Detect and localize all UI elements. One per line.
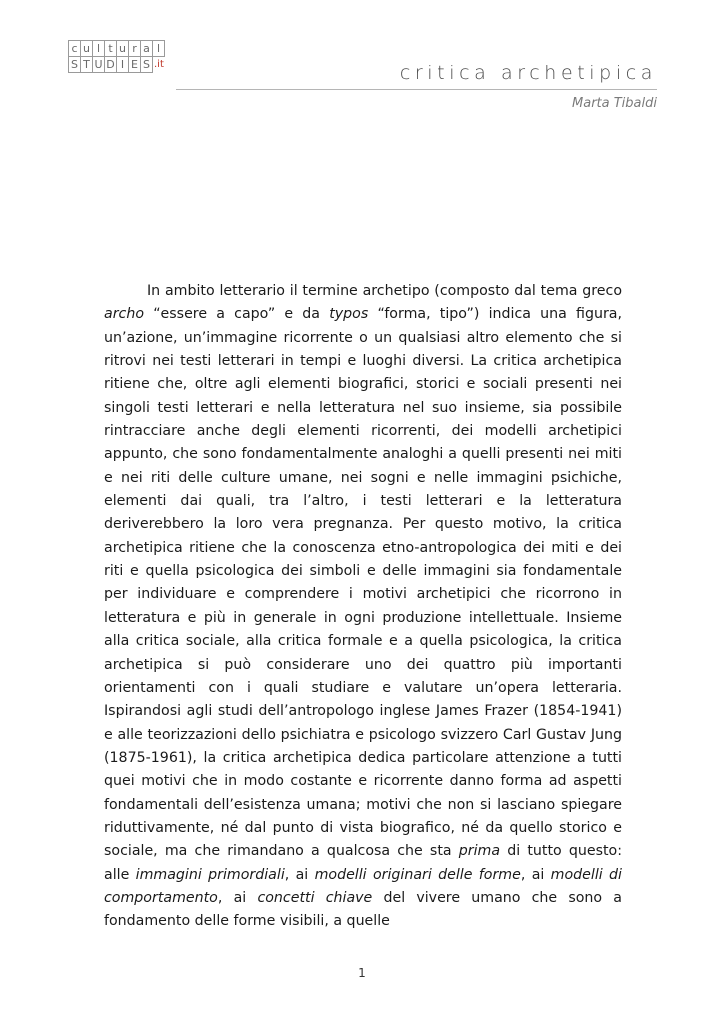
text-segment-italic: prima — [458, 843, 501, 860]
text-segment: , ai — [520, 866, 551, 883]
logo-letter: u — [116, 40, 129, 57]
article-body — [104, 280, 622, 934]
author-name: Marta Tibaldi — [572, 96, 657, 111]
text-segment: del vivere umano che sono a fondamento delle forme visibili, a quelle — [104, 889, 622, 930]
logo-letter: c — [68, 40, 81, 57]
document-title: critica archetipica — [399, 62, 657, 84]
header-divider — [176, 89, 657, 90]
logo-letter: S — [68, 56, 81, 73]
logo-letter: r — [128, 40, 141, 57]
text-segment: , ai — [284, 866, 315, 883]
logo-letter: E — [128, 56, 141, 73]
logo-letter: u — [80, 40, 93, 57]
text-segment-italic: modelli originari delle forme — [314, 866, 521, 883]
text-segment-italic: typos — [329, 306, 369, 323]
body-paragraph — [104, 280, 622, 934]
logo-letter: U — [92, 56, 105, 73]
logo-top-row — [68, 40, 164, 56]
text-segment-italic: concetti chiave — [257, 889, 373, 906]
text-segment: “essere a capo” e da — [144, 306, 330, 323]
culturalstudies-logo — [68, 40, 164, 73]
text-segment-italic: immagini primordiali — [135, 866, 285, 883]
logo-letter: l — [152, 40, 165, 57]
text-segment-italic: modelli di comportamento — [104, 866, 622, 906]
text-segment: , ai — [217, 889, 258, 906]
logo-letter: D — [104, 56, 117, 73]
logo-letter: a — [140, 40, 153, 57]
logo-letter: l — [92, 40, 105, 57]
text-segment: di tutto questo: alle — [104, 843, 622, 883]
page-number: 1 — [358, 966, 366, 980]
text-segment-italic: archo — [104, 306, 144, 323]
text-segment: In ambito letterario il termine archetipo (composto dal tema greco — [147, 283, 622, 299]
text-segment: “forma, tipo”) indica una figura, un’azione, un’immagine ricorrente o un qualsiasi altro elemento che si ritrovi nei testi letterari in tempi e luoghi diversi. La critica archetipica ritiene che, oltre agli elementi biografici, storici e sociali presenti nei singoli testi letterari e nella letteratura nel suo insieme, sia possibile rintracciare anche degli elementi ricorrenti, dei modelli archetipici appunto, che sono fondamentalmente analoghi a quelli presenti nei miti e nei riti delle culture umane, nei sogni e nelle immagini psichiche, elementi dai quali, tra l’altro, i testi letterari e la letteratura deriverebbero la loro vera pregnanza. Per questo motivo, la critica archetipica ritiene che la conoscenza etno-antropologica dei miti e dei riti e quella psicologica dei simboli e delle immagini sia fondamentale per individuare e comprendere i motivi archetipici che ricorrono in letteratura e più in generale in ogni produzione intellettuale. Insieme alla critica sociale, alla critica formale e a quella psicologica, la critica archetipica si può considerare uno dei quattro più importanti orientamenti con i quali studiare e valutare un’opera letteraria. Ispirandosi agli studi dell’antropologo inglese James Frazer (1854-1941) e alle teorizzazioni dello psichiatra e psicologo svizzero Carl Gustav Jung (1875-1961), la critica archetipica dedica particolare attenzione a tutti quei motivi che in modo costante e ricorrente danno forma ad aspetti fondamentali dell’esistenza umana; motivi che non si lasciano spiegare riduttivamente, né dal punto di vista biografico, né da quello storico e sociale, ma che rimandano a qualcosa che sta — [104, 306, 623, 860]
logo-letter: I — [116, 56, 129, 73]
logo-letter: S — [140, 56, 153, 73]
logo-letter: t — [104, 40, 117, 57]
logo-letter: T — [80, 56, 93, 73]
logo-bottom-row — [68, 56, 164, 73]
logo-suffix: .it — [154, 59, 164, 70]
